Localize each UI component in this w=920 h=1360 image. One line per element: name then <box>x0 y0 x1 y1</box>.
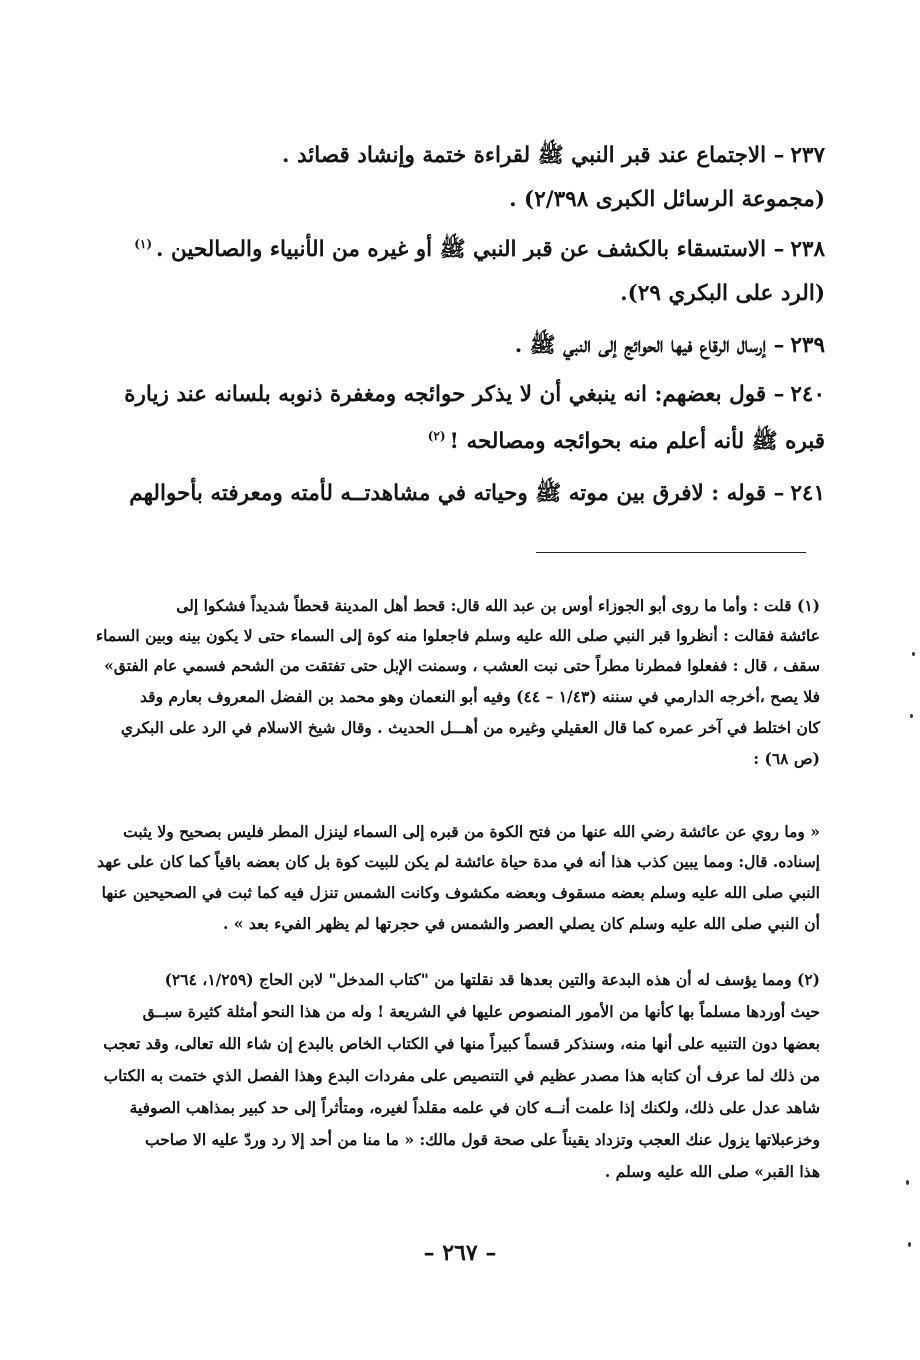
footnote-1-line: سقف ، قال : ففعلوا فمطرنا مطراً حتى نبت العشب ، وسمنت الإبل حتى تفتقت من الشحم فسمي عام الفتق» <box>104 656 820 675</box>
entry-237-number: ٢٣٧ <box>790 143 825 168</box>
quote-line: « وما روي عن عائشة رضي الله عنها من فتح الكوة من قبره إلى السماء لينزل المطر فليس بصحيح ولا يثبت <box>123 822 820 841</box>
footnote-2-line: وخزعبلاتها يزول عنك العجب وتزداد يقيناً على صحة قول مالك: « ما منا من أحد إلا رد وردّ عليه الا صاحب <box>144 1130 820 1149</box>
footnote-1-line: فلا يصح ،أخرجه الدارمي في سننه (١/٤٣ – ٤٤) وفيه أبو النعمان وهو محمد بن الفضل المعروف بعارم وقد <box>140 687 820 706</box>
footnote-1-line: عائشة فقالت : أنظروا قبر النبي صلى الله عليه وسلم فاجعلوا منه كوة إلى السماء حتى لا يكون بينه وبين السماء <box>95 626 820 645</box>
footnote-2-line: شاهد عدل على ذلك، ولكنك إذا علمت أنــه كان في علمه مقلداً لغيره، ومتأثراً إلى حد كبير بمذاهب الصوفية <box>129 1098 820 1117</box>
footnote-2-line: بعضها دون التنبيه على أنها منه، وسنذكر قسماً كبيراً منها في الكتاب الخاص بالبدع إن شاء الله تعالى، وقد تعجب <box>103 1034 820 1053</box>
entry-240-text-2: قبره ﷺ لأنه أعلم منه بحوائجه ومصالحه ! <box>449 429 825 454</box>
quote-line: أن النبي صلى الله عليه وسلم كان يصلي العصر والشمس في حجرتها لم يظهر الفيء بعد » . <box>222 914 820 933</box>
entry-240-line-2 <box>428 428 825 459</box>
entry-240-line-1 <box>124 382 825 407</box>
entry-239-number: ٢٣٩ <box>790 333 825 358</box>
footnote-2-line: هذا القبر» صلى الله عليه وسلم . <box>604 1162 820 1181</box>
footnote-1-line: (ص ٦٨) : <box>753 749 820 768</box>
entry-237-line-1 <box>282 142 825 173</box>
entry-241-number: ٢٤١ <box>790 481 825 506</box>
entry-238-text: – الاستسقاء بالكشف عن قبر النبي ﷺ أو غيره من الأنبياء والصالحين . <box>156 237 785 262</box>
entry-237-line-2: (مجموعة الرسائل الكبرى ٢/٣٩٨) . <box>509 187 825 212</box>
footnote-1-line: كان اختلط في آخر عمره كما قال العقيلي وغيره من أهـــل الحديث . وقال شيخ الاسلام في الرد على البكري <box>120 718 820 737</box>
footnote-divider <box>536 552 806 553</box>
footnote-ref-1: (١) <box>134 236 153 251</box>
footnote-2-line: من ذلك لما عرف أن كتابه هذا مصدر عظيم في التنصيص على مفردات البدع وهذا الفصل الذي ختمت به الكتاب <box>103 1066 820 1085</box>
entry-241-line-1 <box>129 480 825 511</box>
quote-line: النبي صلى الله عليه وسلم بعضه مسقوف وبعضه مكشوف وكانت الشمس تنزل فيه كما ثبت في الصحيحين عنها <box>101 883 820 902</box>
scan-speck <box>908 1242 911 1247</box>
entry-240-number: ٢٤٠ <box>790 382 825 407</box>
scan-speck <box>906 1180 909 1185</box>
entry-239-text: – إرسال الرقاع فيها الحوائج إلى النبي ﷺ . <box>514 333 785 358</box>
footnote-ref-2: (٢) <box>427 428 446 443</box>
entry-238-line-1 <box>134 236 825 267</box>
entry-238-line-2: (الرد على البكري ٢٩). <box>620 281 825 306</box>
scan-speck <box>910 714 913 718</box>
entry-241-text: – قوله : لافرق بين موته ﷺ وحياته في مشاهدتــه لأمته ومعرفته بأحوالهم <box>129 481 785 506</box>
page-number: – ٢٦٧ – <box>423 1240 497 1266</box>
footnote-2-line: (٢) ومما يؤسف له أن هذه البدعة والتين بعدها قد نقلتها من "كتاب المدخل" لابن الحاج (١/٢٥٩، ٢٦٤) <box>164 970 820 989</box>
scan-speck <box>912 652 915 656</box>
footnote-1-line: (١) قلت : وأما ما روى أبو الجوزاء أوس بن عبد الله قال: قحط أهل المدينة قحطاً شديداً فشكوا إلى <box>176 596 820 615</box>
entry-240-text: – قول بعضهم: انه ينبغي أن لا يذكر حوائجه ومغفرة ذنوبه بلسانه عند زيارة <box>124 382 785 407</box>
quote-line: إسناده. قال: ومما يبين كذب هذا أنه في مدة حياة عائشة لم يكن للبيت كوة بل كان بعضه باقياً كما كان على عهد <box>97 852 820 871</box>
footnote-2-line: حيث أوردها مسلماً بها كأنها من الأمور المنصوص عليها في الشريعة ! وله من هذا النحو أمثلة كثيرة سبــق <box>142 1002 820 1021</box>
entry-238-number: ٢٣٨ <box>790 237 825 262</box>
entry-237-text: – الاجتماع عند قبر النبي ﷺ لقراءة ختمة وإنشاد قصائد . <box>282 143 785 168</box>
entry-239-line-1 <box>515 332 825 363</box>
